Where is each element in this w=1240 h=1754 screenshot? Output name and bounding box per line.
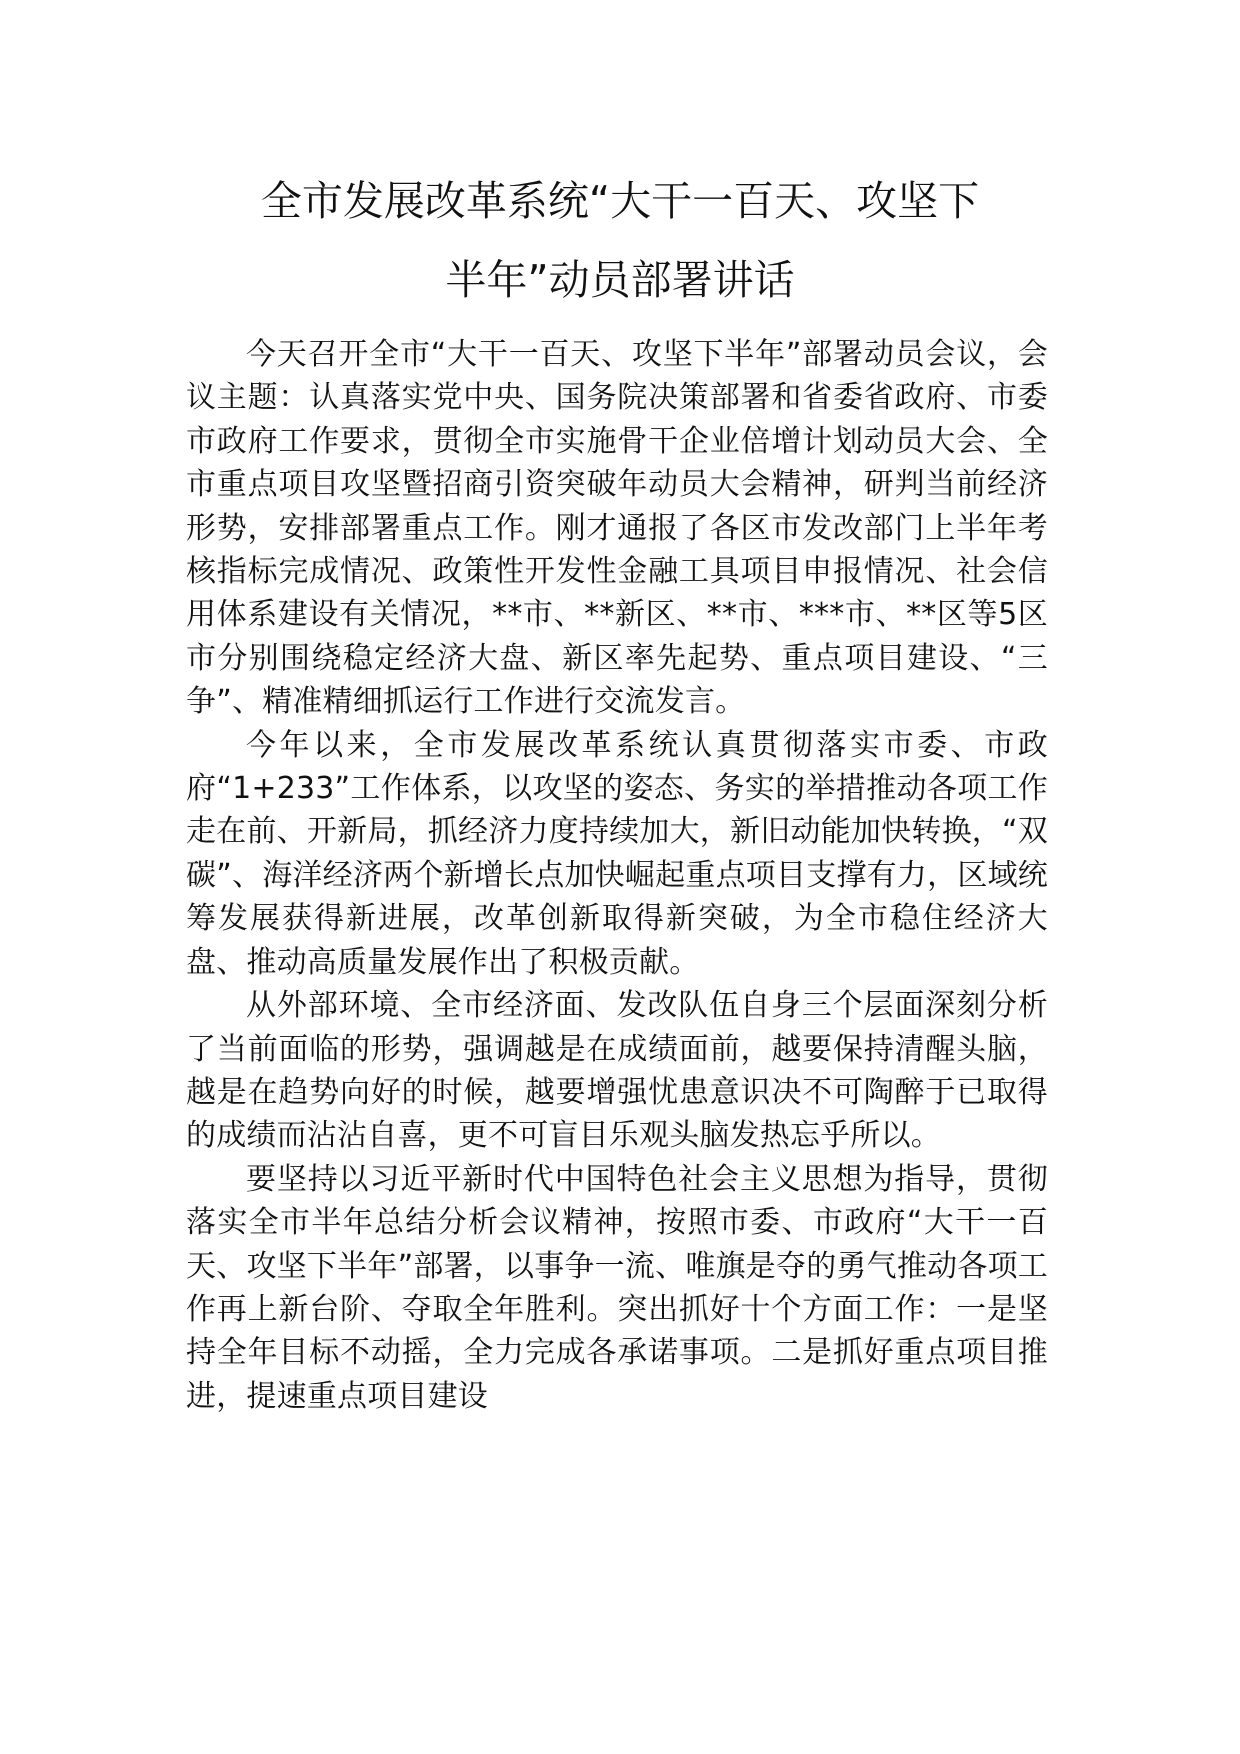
document-title-line-1: 全市发展改革系统“大干一百天、攻坚下: [260, 177, 980, 225]
document-body: [186, 333, 1048, 1418]
paragraph-opening: 今天召开全市“大干一百天、攻坚下半年”部署动员会议，会议主题：认真落实党中央、国务院决策部署和省委省政府、市委市政府工作要求，贯彻全市实施骨干企业倍增计划动员大会、全市重点项目攻坚暨招商引资突破年动员大会精神，研判当前经济形势，安排部署重点工作。刚才通报了各区市发改部门上半年考核指标完成情况、政策性开发性金融工具项目申报情况、社会信用体系建设有关情况，**市、**新区、**市、***市、**区等5区市分别围绕稳定经济大盘、新区率先起势、重点项目建设、“三争”、精准精细抓运行工作进行交流发言。: [186, 337, 1048, 720]
paragraph-achievements: 今年以来，全市发展改革系统认真贯彻落实市委、市政府“1+233”工作体系，以攻坚的姿态、务实的举措推动各项工作走在前、开新局，抓经济力度持续加大，新旧动能加快转换，“双碳”、海洋经济两个新增长点加快崛起重点项目支撑有力，区域统筹发展获得新进展，改革创新取得新突破，为全市稳住经济大盘、推动高质量发展作出了积极贡献。: [186, 727, 1048, 980]
paragraph-requirements: 要坚持以习近平新时代中国特色社会主义思想为指导，贯彻落实全市半年总结分析会议精神，按照市委、市政府“大干一百天、攻坚下半年”部署，以事争一流、唯旗是夺的勇气推动各项工作再上新台阶、夺取全年胜利。突出抓好十个方面工作：一是坚持全年目标不动摇，全力完成各承诺事项。二是抓好重点项目推进，提速重点项目建设: [186, 1161, 1048, 1414]
paragraph-situation: 从外部环境、全市经济面、发改队伍自身三个层面深刻分析了当前面临的形势，强调越是在成绩面前，越要保持清醒头脑，越是在趋势向好的时候，越要增强忧患意识决不可陶醉于已取得的成绩而沾沾自喜，更不可盲目乐观头脑发热忘乎所以。: [186, 988, 1048, 1154]
document-title-line-2: 半年”动员部署讲话: [445, 256, 795, 304]
